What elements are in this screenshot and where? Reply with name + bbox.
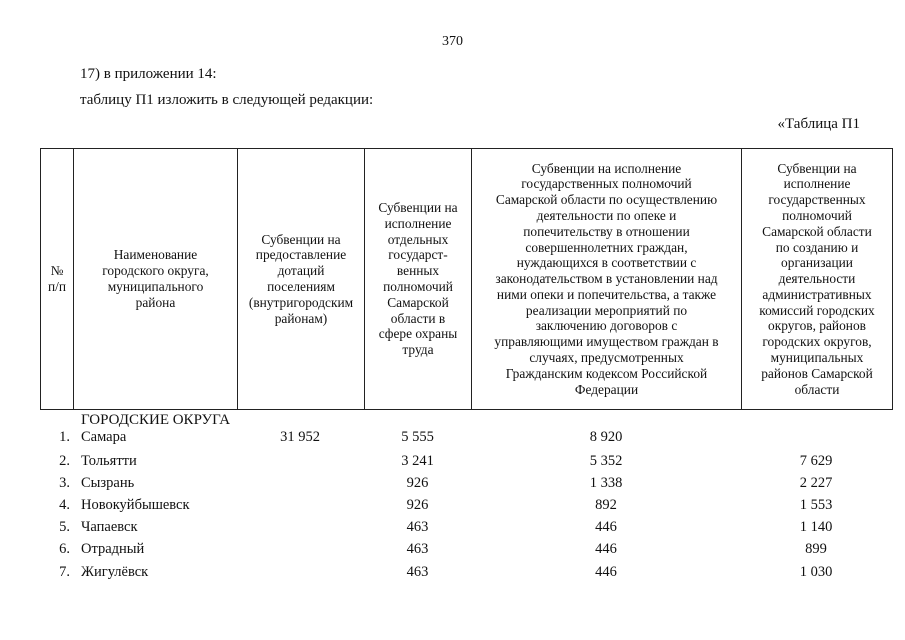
row-number: 5. xyxy=(59,519,70,535)
value-guardianship: 892 xyxy=(595,497,617,513)
header-subsidy-labor: Субвенции на исполнение отдельных государст- венных полномочий Самарской области в сфере охраны труда xyxy=(365,149,472,409)
row-number: 7. xyxy=(59,564,70,580)
value-labor: 3 241 xyxy=(401,453,434,469)
value-guardianship: 446 xyxy=(595,541,617,557)
value-commissions: 2 227 xyxy=(799,475,833,491)
row-number: 2. xyxy=(59,453,70,469)
header-subsidy-settlements: Субвенции на предоставление дотаций поселениям (внутригородским районам) xyxy=(238,149,365,409)
table-row xyxy=(0,519,905,541)
header-number: № п/п xyxy=(41,149,74,409)
row-number: 3. xyxy=(59,475,70,491)
value-commissions: 1 553 xyxy=(799,497,833,513)
header-subsidy-commissions: Субвенции на исполнение государственных полномочий Самарской области по созданию и организации деятельности административных комиссий городских округов, районов городских округов, муниципальных районов Самарской области xyxy=(759,160,875,397)
table-header xyxy=(40,148,893,410)
row-name: Новокуйбышевск xyxy=(81,497,190,513)
header-subsidy-guardianship: Субвенции на исполнение государственных полномочий Самарской области по осуществлению деятельности по опеке и попечительству в отношении совершеннолетних граждан, нуждающихся в соответствии с законодательством в установлении над ними опеки и попечительства, а также реализации мероприятий по заключению договоров с управляющими имуществом граждан в случаях, предусмотренных Гражданским кодексом Российской Федерации xyxy=(472,149,742,409)
row-name: Отрадный xyxy=(81,541,145,557)
value-commissions: 1 030 xyxy=(799,564,833,580)
row-name: Чапаевск xyxy=(81,519,138,535)
intro-line-1: 17) в приложении 14: xyxy=(80,66,217,82)
value-guardianship: 446 xyxy=(595,564,617,580)
table-row xyxy=(0,453,905,475)
intro-line-2: таблицу П1 изложить в следующей редакции: xyxy=(80,92,374,108)
header-name: Наименование городского округа, муниципального района xyxy=(74,149,238,409)
value-labor: 926 xyxy=(406,475,429,491)
value-commissions: 1 140 xyxy=(799,519,833,535)
group-title: ГОРОДСКИЕ ОКРУГА xyxy=(81,412,231,428)
table-row xyxy=(0,497,905,519)
value-commissions: 899 xyxy=(805,541,827,557)
value-guardianship: 1 338 xyxy=(589,475,623,491)
row-name: Жигулёвск xyxy=(81,564,149,580)
value-labor: 463 xyxy=(406,541,429,557)
value-guardianship: 8 920 xyxy=(589,429,623,445)
value-labor: 926 xyxy=(406,497,429,513)
page-number: 370 xyxy=(442,34,463,49)
value-settlements: 31 952 xyxy=(280,429,320,445)
value-guardianship: 5 352 xyxy=(589,453,623,469)
row-name: Тольятти xyxy=(81,453,137,469)
table-row xyxy=(0,564,905,586)
row-number: 4. xyxy=(59,497,70,513)
value-labor: 5 555 xyxy=(401,429,434,445)
table-row xyxy=(0,429,905,451)
row-number: 1. xyxy=(59,429,70,445)
value-guardianship: 446 xyxy=(595,519,617,535)
table-row xyxy=(0,541,905,563)
value-commissions: 7 629 xyxy=(799,453,833,469)
row-name: Сызрань xyxy=(81,475,135,491)
value-labor: 463 xyxy=(406,564,429,580)
row-number: 6. xyxy=(59,541,70,557)
row-name: Самара xyxy=(81,429,127,445)
table-reference: «Таблица П1 xyxy=(777,116,860,132)
value-labor: 463 xyxy=(406,519,429,535)
table-row xyxy=(0,475,905,497)
